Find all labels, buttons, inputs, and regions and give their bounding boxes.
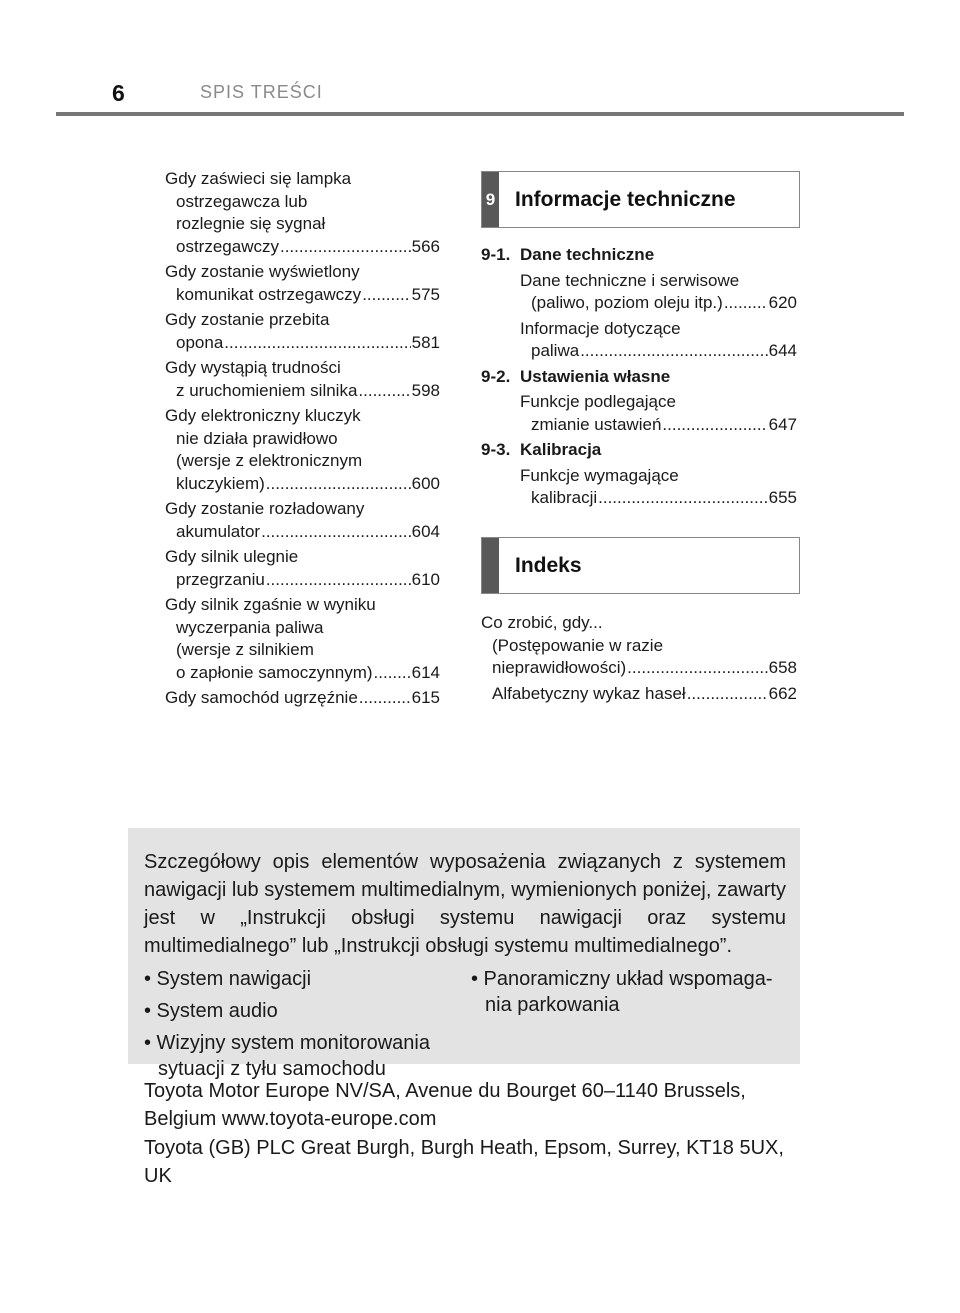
toc-page-number: 575 xyxy=(411,284,440,304)
toc-entry xyxy=(165,261,440,306)
toc-page-number: 610 xyxy=(411,569,440,589)
toc-page-number: 655 xyxy=(768,488,797,507)
toc-entry-text: akumulator xyxy=(176,521,261,541)
toc-entry-last-line xyxy=(165,236,440,259)
bullet-text: • Panoramiczny układ wspomaga- xyxy=(471,968,773,990)
toc-entry xyxy=(165,594,440,684)
bullet-item xyxy=(471,966,786,1018)
toc-page-number: 644 xyxy=(768,341,797,360)
toc-entry-last-line xyxy=(165,569,440,592)
toc-entry-text: (Postępowanie w razie xyxy=(492,635,664,655)
toc-entry-text: Gdy silnik ulegnie xyxy=(165,547,299,566)
bullet-item xyxy=(144,998,465,1024)
chapter-tab: 9 xyxy=(482,172,499,227)
toc-section-heading xyxy=(481,244,797,267)
toc-entry xyxy=(520,391,797,436)
index-tab xyxy=(482,538,499,593)
toc-entry-text: (paliwo, poziom oleju itp.) xyxy=(531,293,723,312)
dot-leader xyxy=(687,683,768,706)
dot-leader xyxy=(662,414,767,437)
dot-leader xyxy=(580,340,767,363)
toc-entry-text: ostrzegawczy xyxy=(176,236,279,256)
toc-entry-text: nie działa prawidłowo xyxy=(176,428,338,448)
toc-entry-text: Informacje dotyczące xyxy=(520,318,681,338)
toc-entry-last-line xyxy=(165,473,440,496)
toc-entry xyxy=(165,309,440,354)
toc-entry-last-line xyxy=(520,487,797,510)
page-header xyxy=(0,0,960,120)
toc-entry-text: Dane techniczne i serwisowe xyxy=(520,270,740,290)
dot-leader xyxy=(358,380,410,403)
toc-entry-last-line xyxy=(165,284,440,307)
toc-page-number: 662 xyxy=(768,683,797,703)
toc-left-column xyxy=(165,168,440,713)
toc-entry-text: paliwa xyxy=(531,341,580,360)
toc-entry-text: Gdy zostanie wyświetlony xyxy=(165,262,360,281)
toc-entry-text: Gdy wystąpią trudności xyxy=(165,358,341,377)
toc-page-number: 620 xyxy=(768,293,797,312)
toc-entry xyxy=(165,168,440,258)
toc-entry-last-line xyxy=(481,657,797,680)
dot-leader xyxy=(359,687,411,710)
toc-page-number: 598 xyxy=(411,380,440,400)
bullet-text: • Wizyjny system monitorowania xyxy=(144,1032,430,1054)
toc-page-number: 658 xyxy=(768,658,797,677)
toc-page-number: 614 xyxy=(411,662,440,682)
toc-entry-text: Co zrobić, gdy... xyxy=(481,613,603,632)
section-number: 9-3. xyxy=(481,440,511,459)
index-title: Indeks xyxy=(515,553,582,577)
toc-entry-last-line xyxy=(520,292,797,315)
toc-page-number: 581 xyxy=(411,332,440,352)
toc-entry-text: wyczerpania paliwa xyxy=(176,617,324,637)
toc-entry-last-line xyxy=(165,521,440,544)
toc-section-heading xyxy=(481,439,797,462)
dot-leader xyxy=(266,569,411,592)
toc-index xyxy=(481,612,797,708)
section-title: SPIS TREŚCI xyxy=(200,82,323,102)
section-number: 9-2. xyxy=(481,366,511,386)
toc-entry-text: Alfabetyczny wykaz haseł xyxy=(492,683,686,703)
dot-leader xyxy=(374,662,411,685)
info-paragraph: Szczegółowy opis elementów wyposażenia związanych z systemem nawigacji lub systemem multimedialnym, wymienionych poniżej, zawarty jest w „Instrukcji obsługi systemu nawigacji oraz systemu multimedialnego” lub „Instrukcji obsługi systemu multimedialnego”. xyxy=(144,851,786,957)
info-box xyxy=(128,828,800,1080)
index-heading xyxy=(481,537,800,594)
chapter-title: Informacje techniczne xyxy=(515,187,736,211)
section-number: 9-1. xyxy=(481,245,511,264)
toc-entry-text: Gdy elektroniczny kluczyk xyxy=(165,406,361,425)
bullets-right xyxy=(465,966,786,1088)
toc-entry-last-line xyxy=(165,332,440,355)
toc-entry-text: kluczykiem) xyxy=(176,473,265,493)
dot-leader xyxy=(724,292,768,315)
toc-entry-text: (wersje z elektronicznym xyxy=(176,451,363,470)
toc-entry-text: opona xyxy=(176,332,224,352)
toc-entry xyxy=(165,546,440,591)
bullet-text: • System audio xyxy=(144,1000,278,1022)
dot-leader xyxy=(266,473,411,496)
toc-entry xyxy=(481,683,797,706)
dot-leader xyxy=(362,284,410,307)
toc-section-entries xyxy=(481,391,797,436)
toc-entry-text: nieprawidłowości) xyxy=(492,658,627,677)
toc-entry-text: Gdy zaświeci się lampka xyxy=(165,169,352,188)
toc-entry-text: Gdy zostanie rozładowany xyxy=(165,499,365,518)
toc-section-entries xyxy=(481,270,797,363)
toc-entry xyxy=(520,270,797,315)
toc-chapter-9 xyxy=(481,244,797,513)
toc-page-number: 600 xyxy=(411,473,440,493)
dot-leader xyxy=(261,521,411,544)
toc-entry-last-line xyxy=(520,340,797,363)
toc-page-number: 615 xyxy=(411,688,440,707)
toc-entry-text: ostrzegawcza lub xyxy=(176,191,308,211)
toc-entry xyxy=(481,612,797,680)
toc-entry-text: zmianie ustawień xyxy=(531,414,662,434)
section-title: Dane techniczne xyxy=(520,245,655,264)
toc-entry-last-line xyxy=(520,414,797,437)
dot-leader xyxy=(224,332,410,355)
toc-entry xyxy=(165,498,440,543)
toc-entry-text: kalibracji xyxy=(531,488,598,507)
bullets-left xyxy=(144,966,465,1088)
section-title: Ustawienia własne xyxy=(520,366,671,386)
chapter-9-heading xyxy=(481,171,800,228)
toc-entry-text: Gdy silnik zgaśnie w wyniku xyxy=(165,595,376,614)
toc-entry-text: o zapłonie samoczynnym) xyxy=(176,662,373,682)
toc-entry-last-line xyxy=(165,380,440,403)
toc-entry-text: rozlegnie się sygnał xyxy=(176,214,326,233)
toc-entry-last-line xyxy=(481,683,797,706)
header-rule xyxy=(56,112,904,116)
toc-entry xyxy=(165,687,440,710)
bullet-text-continued: sytuacji z tyłu samochodu xyxy=(158,1058,386,1080)
dot-leader xyxy=(280,236,411,259)
toc-entry xyxy=(520,318,797,363)
toc-entry-text: Funkcje wymagające xyxy=(520,465,679,485)
info-bullets xyxy=(144,966,786,1088)
toc-section-heading xyxy=(481,366,797,389)
toc-entry xyxy=(165,405,440,495)
footer-address-europe: Toyota Motor Europe NV/SA, Avenue du Bourget 60–1140 Brussels, Belgium www.toyota-europe.com xyxy=(144,1080,746,1130)
toc-entry-text: Gdy zostanie przebita xyxy=(165,310,330,329)
toc-entry xyxy=(165,357,440,402)
toc-entry-text: Funkcje podlegające xyxy=(520,392,676,411)
bullet-item xyxy=(144,1030,465,1082)
toc-entry-text: z uruchomieniem silnika xyxy=(176,380,358,400)
bullet-item xyxy=(144,966,465,992)
dot-leader xyxy=(627,657,767,680)
toc-entry-text: komunikat ostrzegawczy xyxy=(176,284,362,304)
toc-page-number: 566 xyxy=(411,236,440,256)
toc-entry-last-line xyxy=(165,662,440,685)
bullet-text: • System nawigacji xyxy=(144,968,312,990)
dot-leader xyxy=(598,487,767,510)
toc-entry-text: przegrzaniu xyxy=(176,569,265,589)
page-number: 6 xyxy=(112,80,125,106)
section-title: Kalibracja xyxy=(520,440,602,459)
toc-entry-last-line xyxy=(165,687,440,710)
toc-section-entries xyxy=(481,465,797,510)
footer-address-uk: Toyota (GB) PLC Great Burgh, Burgh Heath, Epsom, Surrey, KT18 5UX, UK xyxy=(144,1137,784,1187)
bullet-text-continued: nia parkowania xyxy=(485,994,620,1016)
toc-entry-text: Gdy samochód ugrzęźnie xyxy=(165,688,358,707)
toc-page-number: 604 xyxy=(411,521,440,541)
toc-page-number: 647 xyxy=(768,414,797,434)
toc-entry xyxy=(520,465,797,510)
toc-entry-text: (wersje z silnikiem xyxy=(176,640,314,659)
